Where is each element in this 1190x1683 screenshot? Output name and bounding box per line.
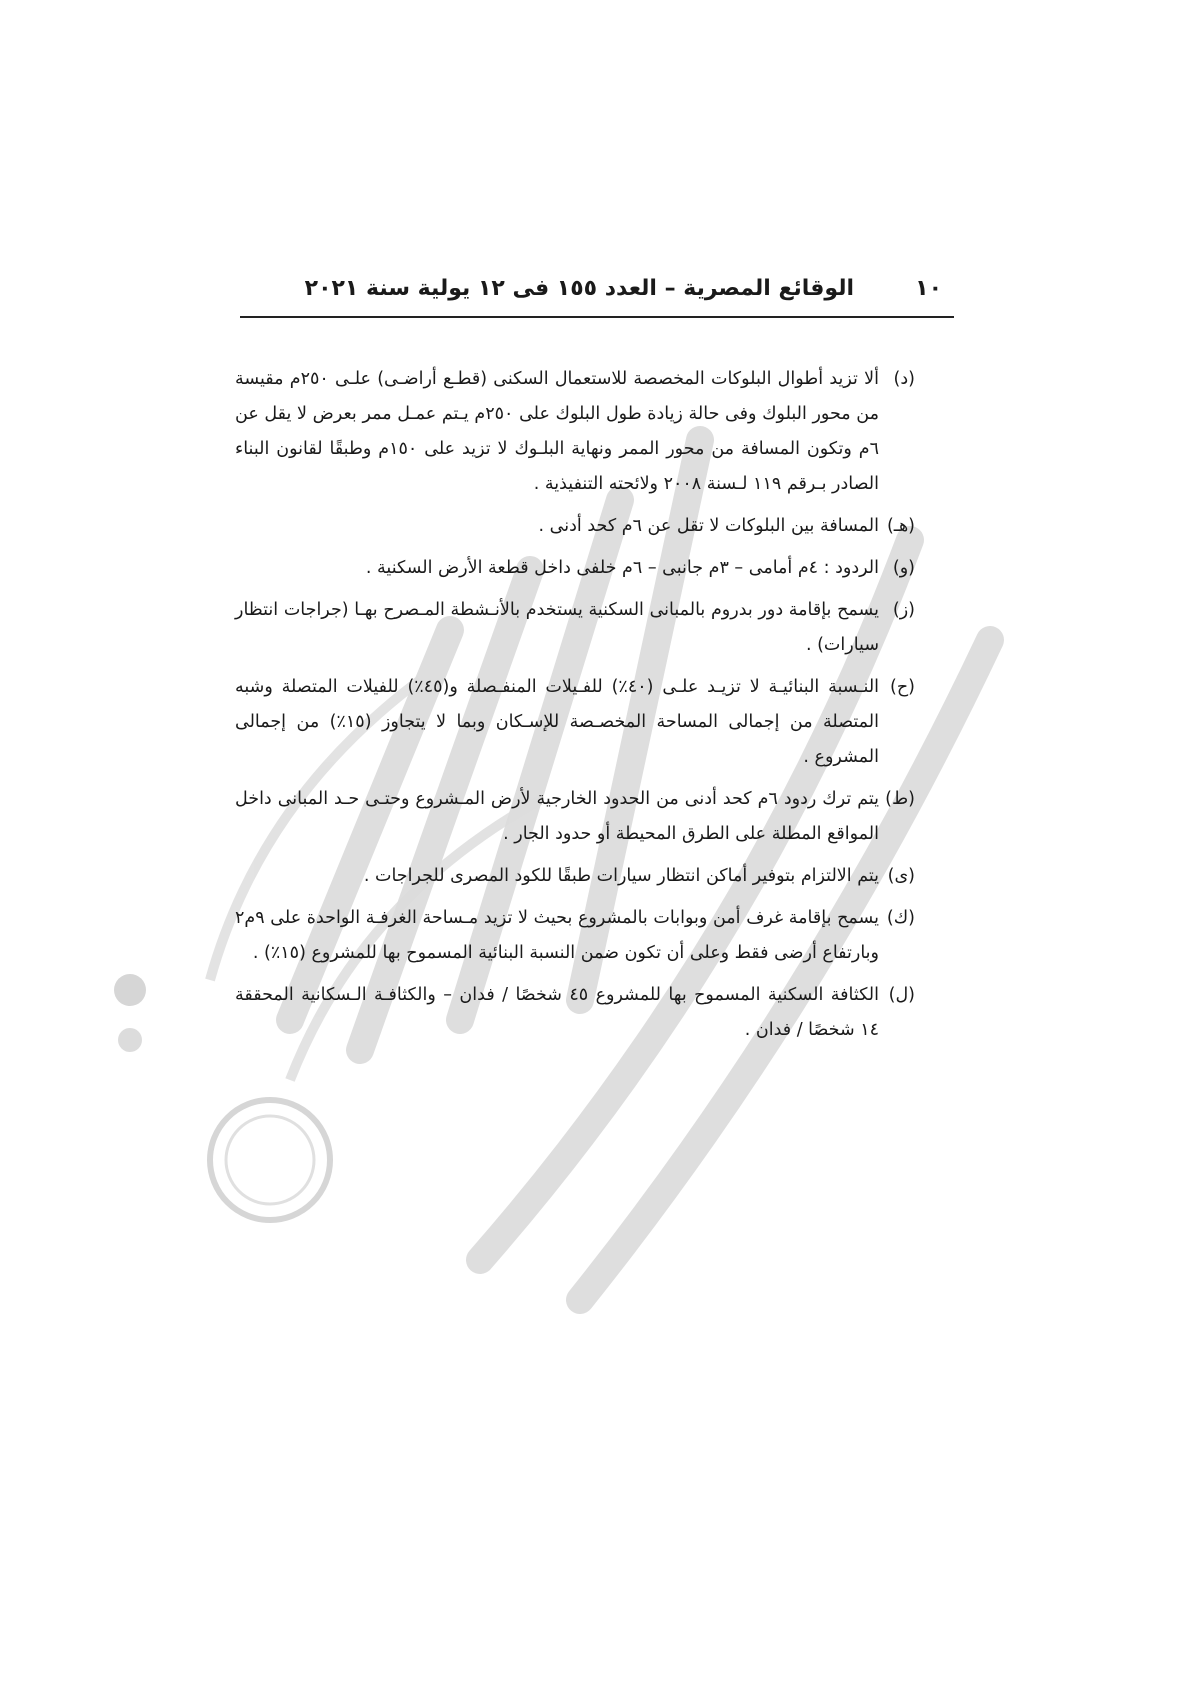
list-item — [235, 901, 915, 971]
page-number: ١٠ — [915, 276, 942, 301]
header-title: الوقائع المصرية – العدد ١٥٥ فى ١٢ يولية سنة ٢٠٢١ — [304, 276, 854, 301]
item-text: النـسبة البنائيـة لا تزيـد علـى (٤٠٪) للفـيلات المنفـصلة و(٤٥٪) للفيلات المتصلة وشبه المتصلة من إجمالى المساحة المخصـصة للإسـكان وبما لا يتجاوز (١٥٪) من إجمالى المشروع . — [235, 677, 880, 767]
item-label: (ط) — [885, 789, 915, 809]
item-text: المسافة بين البلوكات لا تقل عن ٦م كحد أدنى . — [538, 516, 879, 536]
item-label: (د) — [893, 369, 915, 389]
item-label: (ز) — [892, 600, 915, 620]
page-header — [240, 272, 954, 318]
item-label: (و) — [892, 558, 915, 578]
item-label: (هـ) — [886, 516, 915, 536]
item-text: يسمح بإقامة غرف أمن وبوابات بالمشروع بحيث لا تزيد مـساحة الغرفـة الواحدة على ٩م٢ وبارتفاع أرضى فقط وعلى أن تكون ضمن النسبة البنائية المسموح بها للمشروع (١٥٪) . — [235, 908, 879, 963]
item-text: يتم الالتزام بتوفير أماكن انتظار سيارات طبقًا للكود المصرى للجراجات . — [363, 866, 879, 886]
list-item — [235, 782, 915, 852]
item-text: الكثافة السكنية المسموح بها للمشروع ٤٥ شخصًا / فدان – والكثافـة الـسكانية المحققة ١٤ شخصًا / فدان . — [235, 985, 879, 1040]
list-item — [235, 593, 915, 663]
item-label: (ى) — [887, 866, 915, 886]
item-label: (ل) — [888, 985, 915, 1005]
item-label: (ح) — [890, 677, 915, 697]
item-text: يتم ترك ردود ٦م كحد أدنى من الحدود الخارجية لأرض المـشروع وحتـى حـد المبانى داخل المواقع المطلة على الطرق المحيطة أو حدود الجار . — [235, 789, 879, 844]
list-item — [235, 978, 915, 1048]
item-text: يسمح بإقامة دور بدروم بالمبانى السكنية يستخدم بالأنـشطة المـصرح بهـا (جراجات انتظار سيارات) . — [235, 600, 879, 655]
list-item — [235, 362, 915, 502]
list-item — [235, 509, 915, 544]
list-item — [235, 859, 915, 894]
item-text: الردود : ٤م أمامى – ٣م جانبى – ٦م خلفى داخل قطعة الأرض السكنية . — [365, 558, 879, 578]
list-item — [235, 551, 915, 586]
item-label: (ك) — [886, 908, 915, 928]
item-text: ألا تزيد أطوال البلوكات المخصصة للاستعمال السكنى (قطـع أراضـى) علـى ٢٥٠م مقيسة من محور البلوك وفى حالة زيادة طول البلوك على ٢٥٠م يـتم عمـل ممر بعرض لا يقل عن ٦م وتكون المسافة من محور الممر ونهاية البلـوك لا تزيد على ١٥٠م وطبقًا لقانون البناء الصادر بـرقم ١١٩ لـسنة ٢٠٠٨ ولائحته التنفيذية . — [235, 369, 879, 494]
list-item — [235, 670, 915, 775]
document-body — [235, 362, 915, 1055]
